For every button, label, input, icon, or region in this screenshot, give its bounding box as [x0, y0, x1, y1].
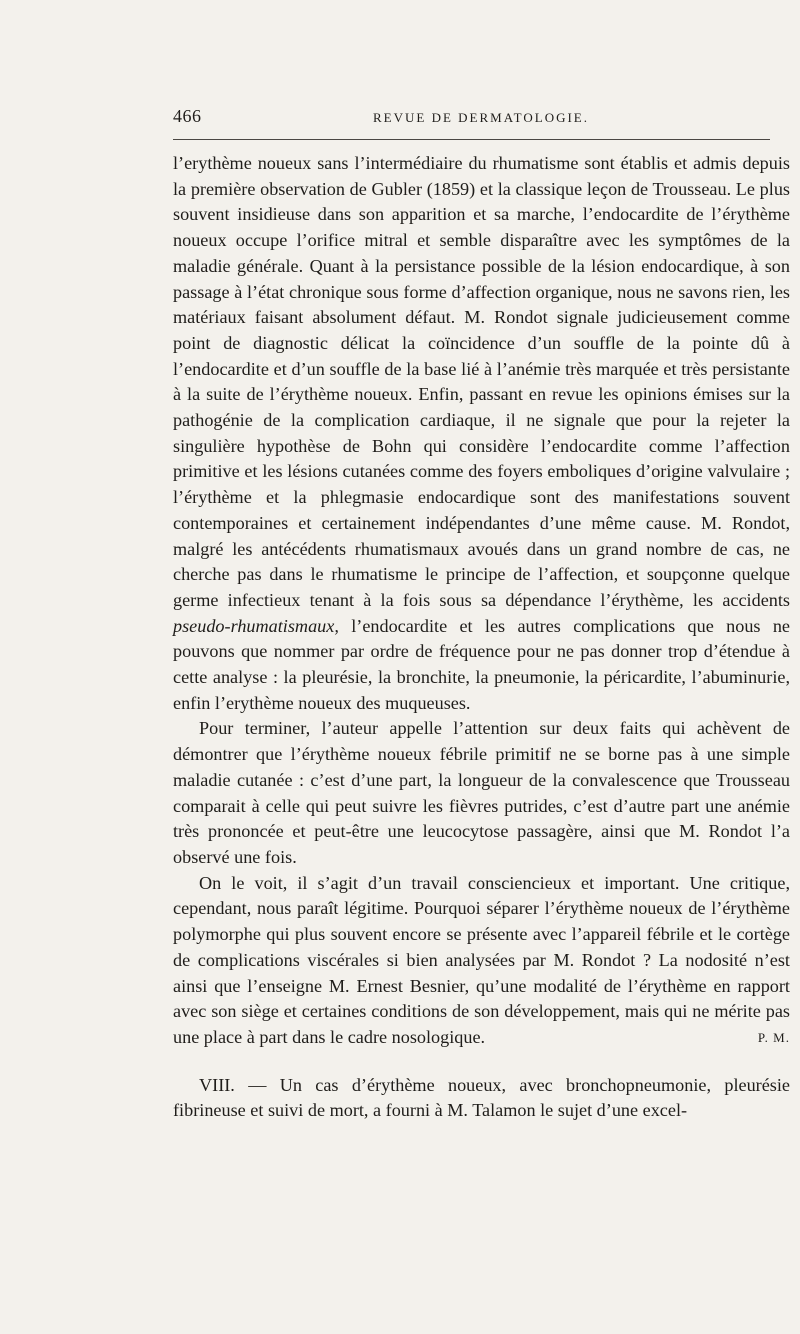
page-number: 466 [173, 106, 202, 126]
critique-paragraph [173, 871, 790, 1051]
author-initials: P. M. [757, 1029, 790, 1045]
running-title: REVUE DE DERMATOLOGIE. [373, 110, 589, 125]
paragraph-text: l’erythème noueux sans l’intermédiaire du rhumatisme sont établis et admis depuis la première observation de Gubler (1859) et la classique leçon de Trousseau. Le plus souvent insidieuse dans son apparition et sa marche, l’endocardite de l’érythème noueux occupe l’orifice mitral et semble disparaître avec les symptômes de la maladie générale. Quant à la persistance possible de la lésion endocardique, à son passage à l’état chronique sous forme d’affection organique, nous ne savons rien, les matériaux faisant absolument défaut. M. Rondot signale judicieusement comme point de diagnostic délicat la coïncidence d’un souffle de la pointe dû à l’endocardite et d’un souffle de la base lié à l’anémie très marquée et très persistante à la suite de l’érythème noueux. Enfin, passant en revue les opinions émises sur la pathogénie de la complication cardiaque, il ne signale que pour la rejeter la singulière hypothèse de Bohn qui considère l’endocardite comme l’affection primitive et les lésions cutanées comme des foyers emboliques d’origine valvulaire ; l’érythème et la phlegmasie endocardique sont des manifestations souvent contemporaines et certainement indépendantes d’une même cause. M. Rondot, malgré les antécédents rhumatismaux avoués dans un grand nombre de cas, ne cherche pas dans le rhumatisme le principe de l’affection, et soupçonne quelque germe infectieux tenant à la fois sous sa dépendance l’érythème, les accidents [173, 153, 790, 610]
paragraph-text: Pour terminer, l’auteur appelle l’attention sur deux faits qui achèvent de démontrer que l’érythème noueux fébrile primitif ne se borne pas à une simple maladie cutanée : c’est d’une part, la longueur de la convalescence que Trousseau comparait à celle qui peut suivre les fièvres putrides, c’est d’autre part une anémie très prononcée et peut-être une leucocytose passagère, ainsi que M. Rondot l’a observé une fois. [173, 718, 790, 867]
page-header [173, 106, 790, 130]
paragraph-text: — Un cas d’érythème noueux, avec bronchopneumonie, pleurésie fibrineuse et suivi de mort, a fourni à M. Talamon le sujet d’une excel- [173, 1074, 790, 1121]
header-divider [173, 139, 770, 140]
section-marker: VIII. [199, 1074, 235, 1095]
paragraph-text: On le voit, il s’agit d’un travail consciencieux et important. Une critique, cependant, nous paraît légitime. Pourquoi séparer l’érythème noueux de l’érythème polymorphe qui plus souvent encore se présente avec l’appareil fébrile et le cortège de complications viscérales si bien analysées par M. Rondot ? La nodosité n’est ainsi que l’enseigne M. Ernest Besnier, qu’une modalité de l’érythème en rapport avec son siège et certaines conditions de son développement, mais qui ne mérite pas une place à part dans le cadre nosologique. [173, 872, 790, 1047]
section-viii-paragraph [173, 1073, 790, 1124]
article-body [173, 151, 790, 1124]
conclusion-paragraph [173, 716, 790, 870]
italic-term: pseudo-rhumatismaux, [173, 615, 339, 636]
continued-paragraph [173, 151, 790, 716]
paragraph-text-continued: l’endocardite et les autres complications que nous ne pouvons que nommer par ordre de fréquence pour ne pas donner trop d’étendue à cette analyse : la pleurésie, la bronchite, la pneumonie, la péricardite, l’abuminurie, enfin l’erythème noueux des muqueuses. [173, 615, 790, 713]
